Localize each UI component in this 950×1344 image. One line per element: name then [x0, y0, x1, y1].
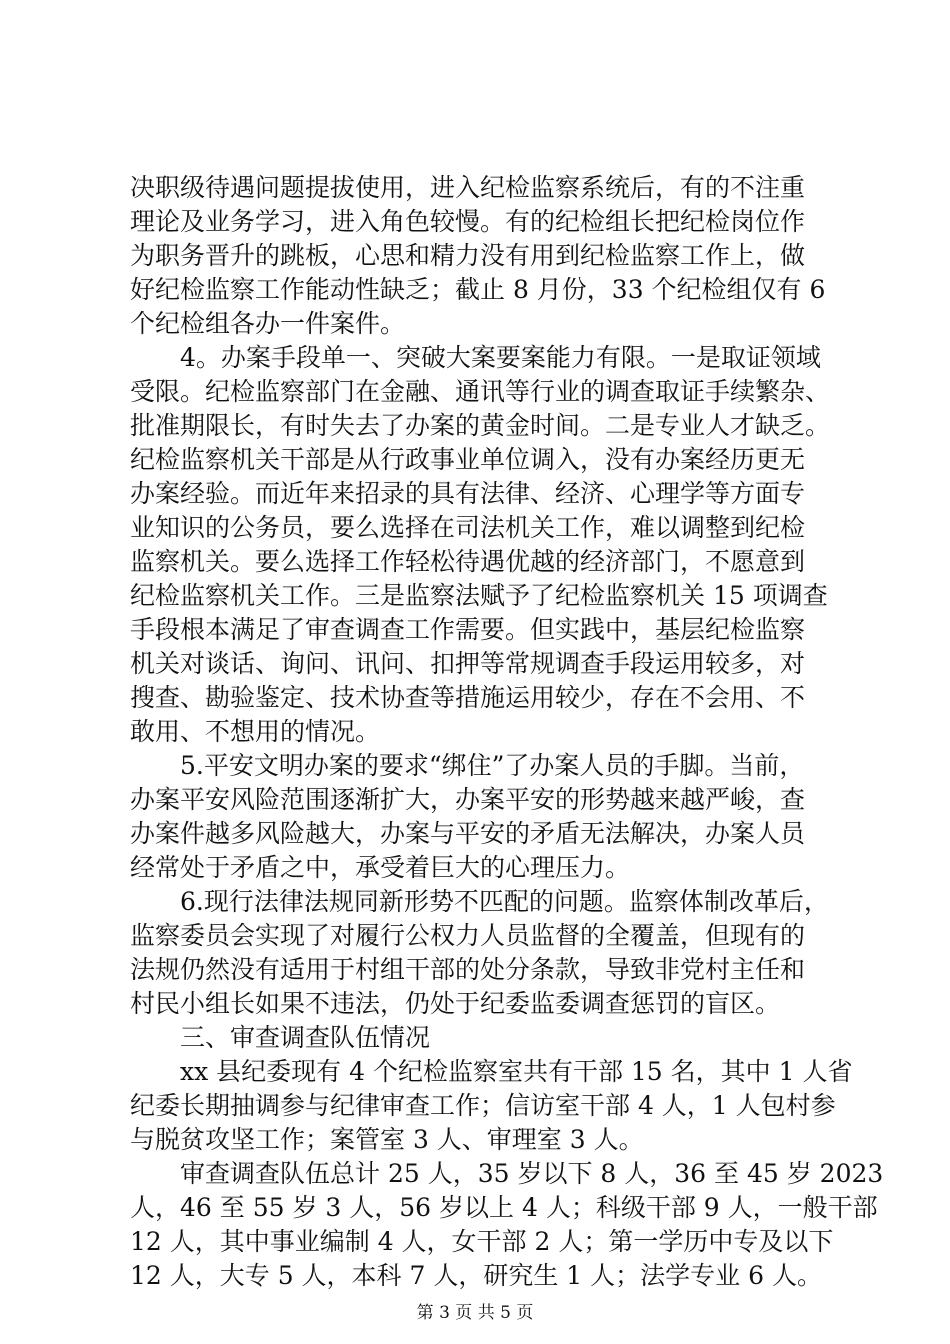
text-line: 理论及业务学习，进入角色较慢。有的纪检组长把纪检岗位作 [130, 207, 806, 236]
text-line: 为职务晋升的跳板，心思和精力没有用到纪检监察工作上，做 [130, 241, 806, 270]
text-line: 与脱贫攻坚工作；案管室 3 人、审理室 3 人。 [130, 1125, 644, 1154]
text-line: 纪检监察机关工作。三是监察法赋予了纪检监察机关 15 项调查 [130, 581, 828, 610]
text-line: 批准期限长，有时失去了办案的黄金时间。二是专业人才缺乏。 [130, 411, 831, 440]
text-line: 人，46 至 55 岁 3 人，56 岁以上 4 人；科级干部 9 人，一般干部 [130, 1193, 878, 1222]
text-line: 4。办案手段单一、突破大案要案能力有限。一是取证领域 [130, 343, 821, 372]
text-line: 个纪检组各办一件案件。 [130, 309, 406, 338]
text-line: 业知识的公务员，要么选择在司法机关工作，难以调整到纪检 [130, 513, 806, 542]
text-line: 好纪检监察工作能动性缺乏；截止 8 月份，33 个纪检组仅有 6 [130, 275, 826, 304]
text-line: 审查调查队伍总计 25 人，35 岁以下 8 人，36 至 45 岁 2023 [130, 1159, 884, 1188]
text-line: 6.现行法律法规同新形势不匹配的问题。监察体制改革后， [130, 887, 829, 916]
text-line: 12 人，其中事业编制 4 人，女干部 2 人；第一学历中专及以下 [130, 1227, 834, 1256]
text-line: 监察委员会实现了对履行公权力人员监督的全覆盖，但现有的 [130, 921, 806, 950]
text-line: 办案经验。而近年来招录的具有法律、经济、心理学等方面专 [130, 479, 806, 508]
text-line: xx 县纪委现有 4 个纪检监察室共有干部 15 名，其中 1 人省 [130, 1057, 853, 1086]
text-line: 监察机关。要么选择工作轻松待遇优越的经济部门，不愿意到 [130, 547, 806, 576]
text-line: 敢用、不想用的情况。 [130, 717, 381, 746]
page-number-footer: 第 3 页 共 5 页 [416, 1303, 534, 1323]
text-line: 法规仍然没有适用于村组干部的处分条款，导致非党村主任和 [130, 955, 806, 984]
text-line: 村民小组长如果不违法，仍处于纪委监委调查惩罚的盲区。 [130, 989, 781, 1018]
text-line: 办案件越多风险越大，办案与平安的矛盾无法解决，办案人员 [130, 819, 806, 848]
text-line: 办案平安风险范围逐渐扩大，办案平安的形势越来越严峻，查 [130, 785, 806, 814]
text-line: 手段根本满足了审查调查工作需要。但实践中，基层纪检监察 [130, 615, 806, 644]
section-heading: 三、审查调查队伍情况 [130, 1023, 431, 1052]
text-line: 纪检监察机关干部是从行政事业单位调入，没有办案经历更无 [130, 445, 806, 474]
text-line: 经常处于矛盾之中，承受着巨大的心理压力。 [130, 853, 631, 882]
text-line: 搜查、勘验鉴定、技术协查等措施运用较少，存在不会用、不 [130, 683, 806, 712]
text-line: 受限。纪检监察部门在金融、通讯等行业的调查取证手续繁杂、 [130, 377, 831, 406]
text-line: 12 人，大专 5 人，本科 7 人，研究生 1 人；法学专业 6 人。 [130, 1261, 822, 1290]
text-line: 机关对谈话、询问、讯问、扣押等常规调查手段运用较多，对 [130, 649, 806, 678]
text-line: 决职级待遇问题提拔使用，进入纪检监察系统后，有的不注重 [130, 173, 806, 202]
text-line: 纪委长期抽调参与纪律审查工作；信访室干部 4 人，1 人包村参 [130, 1091, 836, 1120]
text-line: 5.平安文明办案的要求“绑住”了办案人员的手脚。当前， [130, 751, 805, 780]
